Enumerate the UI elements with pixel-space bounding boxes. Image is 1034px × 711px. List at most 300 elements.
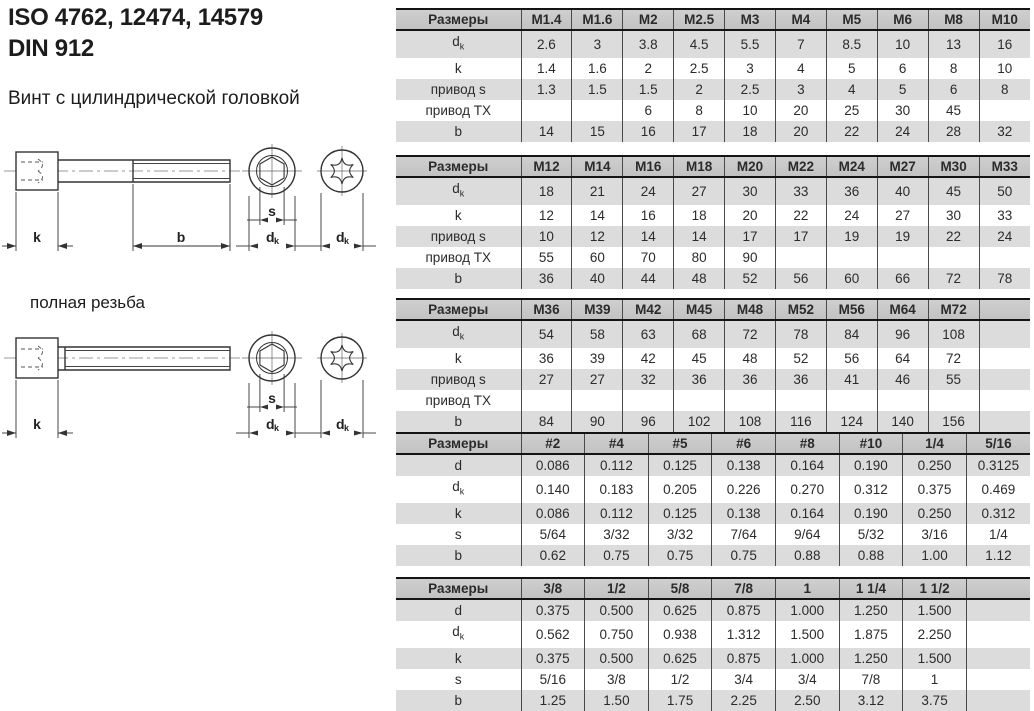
dim-label-dk-d: d xyxy=(266,229,275,245)
size-column-header: M1.6 xyxy=(572,9,623,30)
table-row xyxy=(396,30,1030,58)
hex-socket-end-view xyxy=(236,144,308,251)
value-cell: 0.190 xyxy=(839,454,903,476)
value-cell: 0.125 xyxy=(648,503,712,524)
value-cell xyxy=(928,247,979,268)
size-column-header: M2.5 xyxy=(674,9,725,30)
value-cell: 0.250 xyxy=(903,503,967,524)
value-cell: 36 xyxy=(521,348,572,369)
dim-label-dk-sub: k xyxy=(274,236,280,246)
size-column-header: M48 xyxy=(725,299,776,320)
value-cell: 33 xyxy=(979,205,1030,226)
size-column-header: M5 xyxy=(826,9,877,30)
value-cell: 2.250 xyxy=(903,621,967,648)
size-column-header: M6 xyxy=(877,9,928,30)
size-column-header: M16 xyxy=(623,156,674,177)
value-cell: 20 xyxy=(775,100,826,121)
value-cell: 27 xyxy=(572,369,623,390)
value-cell: 84 xyxy=(521,411,572,432)
value-cell: 0.62 xyxy=(521,545,585,566)
row-label: b xyxy=(454,413,462,429)
value-cell: 36 xyxy=(775,369,826,390)
value-cell: 3/32 xyxy=(648,524,712,545)
title-block xyxy=(8,2,263,64)
value-cell: 44 xyxy=(623,268,674,289)
value-cell: 0.875 xyxy=(712,648,776,669)
row-label: $d_k$ xyxy=(452,181,465,199)
value-cell: 22 xyxy=(826,121,877,142)
value-cell: 8.5 xyxy=(826,30,877,58)
value-cell xyxy=(725,390,776,411)
size-table-metric-medium xyxy=(396,155,1030,289)
value-cell: 14 xyxy=(674,226,725,247)
value-cell: 16 xyxy=(979,30,1030,58)
row-label: привод TX xyxy=(425,102,491,118)
value-cell: 48 xyxy=(674,268,725,289)
size-column-header: 1 1/2 xyxy=(903,578,967,599)
table-corner-header: Размеры xyxy=(396,578,521,599)
dimension-table xyxy=(396,298,1030,432)
size-column-header: #6 xyxy=(712,433,776,454)
value-cell: 18 xyxy=(674,205,725,226)
torx-end-view xyxy=(308,333,376,438)
table-row xyxy=(396,454,1030,476)
value-cell: 1.3 xyxy=(521,79,572,100)
row-label: привод TX xyxy=(425,249,491,265)
value-cell: 0.112 xyxy=(585,454,649,476)
value-cell xyxy=(966,599,1030,621)
value-cell: 96 xyxy=(877,320,928,348)
value-cell: 108 xyxy=(928,320,979,348)
value-cell: 60 xyxy=(826,268,877,289)
value-cell: 20 xyxy=(725,205,776,226)
value-cell: 22 xyxy=(775,205,826,226)
row-label: d xyxy=(454,458,462,473)
value-cell: 10 xyxy=(521,226,572,247)
value-cell: 124 xyxy=(826,411,877,432)
table-row xyxy=(396,599,1030,621)
value-cell: 0.226 xyxy=(712,476,776,503)
value-cell: 10 xyxy=(725,100,776,121)
table-row xyxy=(396,524,1030,545)
value-cell: 90 xyxy=(725,247,776,268)
value-cell: 5/16 xyxy=(521,669,585,690)
value-cell: 0.3125 xyxy=(966,454,1030,476)
size-column-header: M3 xyxy=(725,9,776,30)
value-cell: 80 xyxy=(674,247,725,268)
value-cell: 1.4 xyxy=(521,58,572,79)
value-cell: 27 xyxy=(521,369,572,390)
value-cell: 3 xyxy=(572,30,623,58)
table-row xyxy=(396,177,1030,205)
value-cell xyxy=(775,390,826,411)
value-cell: 2.5 xyxy=(725,79,776,100)
size-column-header: M14 xyxy=(572,156,623,177)
row-label: b xyxy=(454,123,462,139)
size-column-header: M8 xyxy=(928,9,979,30)
standards-title: ISO 4762, 12474, 14579 xyxy=(8,4,263,31)
row-label: b xyxy=(454,547,462,563)
table-row xyxy=(396,621,1030,648)
value-cell: 1.312 xyxy=(712,621,776,648)
dim-label-b: b xyxy=(176,229,186,245)
row-label: привод s xyxy=(430,371,486,387)
value-cell xyxy=(674,390,725,411)
value-cell xyxy=(826,247,877,268)
value-cell: 0.250 xyxy=(903,454,967,476)
size-column-header: M30 xyxy=(928,156,979,177)
value-cell: 1.000 xyxy=(776,599,840,621)
size-column-header: #8 xyxy=(776,433,840,454)
size-column-header: M27 xyxy=(877,156,928,177)
size-column-header: M2 xyxy=(623,9,674,30)
value-cell: 36 xyxy=(674,369,725,390)
value-cell: 1/4 xyxy=(966,524,1030,545)
value-cell: 24 xyxy=(623,177,674,205)
value-cell: 3/4 xyxy=(776,669,840,690)
size-column-header: 7/8 xyxy=(712,578,776,599)
value-cell: 27 xyxy=(674,177,725,205)
value-cell: 0.75 xyxy=(648,545,712,566)
value-cell xyxy=(979,390,1030,411)
value-cell: 36 xyxy=(521,268,572,289)
value-cell: 30 xyxy=(725,177,776,205)
table-row xyxy=(396,247,1030,268)
value-cell: 7/64 xyxy=(712,524,776,545)
screw-side-view xyxy=(2,338,240,438)
value-cell: 45 xyxy=(928,100,979,121)
value-cell: 108 xyxy=(725,411,776,432)
value-cell: 12 xyxy=(572,226,623,247)
value-cell: 14 xyxy=(572,205,623,226)
value-cell: 16 xyxy=(623,121,674,142)
value-cell: 3/8 xyxy=(585,669,649,690)
dimension-table xyxy=(396,8,1030,142)
value-cell xyxy=(979,348,1030,369)
value-cell xyxy=(979,100,1030,121)
value-cell: 1.50 xyxy=(585,690,649,711)
table-row xyxy=(396,669,1030,690)
value-cell: 0.750 xyxy=(585,621,649,648)
value-cell: 0.88 xyxy=(776,545,840,566)
size-column-header: 5/8 xyxy=(648,578,712,599)
size-column-header: M12 xyxy=(521,156,572,177)
size-column-header: #10 xyxy=(839,433,903,454)
value-cell: 20 xyxy=(775,121,826,142)
value-cell: 2.25 xyxy=(712,690,776,711)
value-cell: 28 xyxy=(928,121,979,142)
dimension-table xyxy=(396,155,1030,289)
row-label: $d_k$ xyxy=(452,479,465,497)
value-cell: 72 xyxy=(725,320,776,348)
value-cell: 5/64 xyxy=(521,524,585,545)
value-cell: 156 xyxy=(928,411,979,432)
table-row xyxy=(396,226,1030,247)
value-cell: 96 xyxy=(623,411,674,432)
value-cell: 22 xyxy=(928,226,979,247)
value-cell xyxy=(572,100,623,121)
value-cell: 15 xyxy=(572,121,623,142)
value-cell: 10 xyxy=(877,30,928,58)
row-label: b xyxy=(454,692,462,708)
value-cell: 17 xyxy=(725,226,776,247)
value-cell xyxy=(521,390,572,411)
value-cell: 58 xyxy=(572,320,623,348)
value-cell: 140 xyxy=(877,411,928,432)
size-column-header: M72 xyxy=(928,299,979,320)
row-label: s xyxy=(454,671,462,687)
row-label: k xyxy=(454,350,462,366)
row-label: $d_k$ xyxy=(452,624,465,642)
size-column-header: M24 xyxy=(826,156,877,177)
table-row xyxy=(396,205,1030,226)
value-cell: 0.086 xyxy=(521,503,585,524)
value-cell: 7 xyxy=(775,30,826,58)
value-cell: 0.112 xyxy=(585,503,649,524)
value-cell: 3 xyxy=(775,79,826,100)
row-label: привод s xyxy=(430,228,486,244)
size-column-header: M4 xyxy=(775,9,826,30)
table-row xyxy=(396,100,1030,121)
value-cell: 0.75 xyxy=(712,545,776,566)
value-cell: 90 xyxy=(572,411,623,432)
table-row xyxy=(396,320,1030,348)
dim-label-dk-d: d xyxy=(336,229,345,245)
value-cell: 1.875 xyxy=(839,621,903,648)
dim-label-dk-sub: k xyxy=(344,423,350,433)
dim-label-dk-sub: k xyxy=(274,423,280,433)
value-cell: 25 xyxy=(826,100,877,121)
value-cell: 55 xyxy=(928,369,979,390)
value-cell: 1.500 xyxy=(903,648,967,669)
value-cell: 18 xyxy=(725,121,776,142)
screw-side-view xyxy=(2,152,240,251)
value-cell: 0.562 xyxy=(521,621,585,648)
table-row xyxy=(396,369,1030,390)
value-cell: 1/2 xyxy=(648,669,712,690)
value-cell: 60 xyxy=(572,247,623,268)
value-cell: 5/32 xyxy=(839,524,903,545)
value-cell: 45 xyxy=(928,177,979,205)
value-cell: 30 xyxy=(877,100,928,121)
value-cell: 30 xyxy=(928,205,979,226)
value-cell: 2 xyxy=(623,58,674,79)
table-corner-header: Размеры xyxy=(396,156,521,177)
dim-label-dk-sub: k xyxy=(344,236,350,246)
value-cell: 0.140 xyxy=(521,476,585,503)
value-cell: 0.125 xyxy=(648,454,712,476)
value-cell: 0.375 xyxy=(903,476,967,503)
value-cell: 56 xyxy=(826,348,877,369)
value-cell: 45 xyxy=(674,348,725,369)
value-cell: 1.250 xyxy=(839,648,903,669)
value-cell: 4.5 xyxy=(674,30,725,58)
size-column-header: 1 xyxy=(776,578,840,599)
size-column-header: M45 xyxy=(674,299,725,320)
value-cell: 0.138 xyxy=(712,503,776,524)
row-label: k xyxy=(454,207,462,223)
size-column-header: M56 xyxy=(826,299,877,320)
value-cell: 19 xyxy=(826,226,877,247)
table-row xyxy=(396,503,1030,524)
value-cell: 0.164 xyxy=(776,454,840,476)
row-label: b xyxy=(454,270,462,286)
value-cell: 54 xyxy=(521,320,572,348)
value-cell: 48 xyxy=(725,348,776,369)
dim-label-dk-d: d xyxy=(336,416,345,432)
size-column-header: M22 xyxy=(775,156,826,177)
value-cell: 24 xyxy=(979,226,1030,247)
table-row xyxy=(396,348,1030,369)
size-table-metric-small xyxy=(396,8,1030,142)
size-column-header: #2 xyxy=(521,433,585,454)
value-cell: 24 xyxy=(826,205,877,226)
value-cell: 70 xyxy=(623,247,674,268)
value-cell: 0.375 xyxy=(521,599,585,621)
value-cell: 1.12 xyxy=(966,545,1030,566)
value-cell: 0.375 xyxy=(521,648,585,669)
value-cell: 3/32 xyxy=(585,524,649,545)
value-cell: 52 xyxy=(775,348,826,369)
value-cell xyxy=(572,390,623,411)
dim-label-s: s xyxy=(268,203,276,219)
value-cell: 3 xyxy=(725,58,776,79)
torx-end-view xyxy=(308,146,376,251)
value-cell: 46 xyxy=(877,369,928,390)
value-cell: 6 xyxy=(877,58,928,79)
value-cell: 72 xyxy=(928,348,979,369)
value-cell: 1.6 xyxy=(572,58,623,79)
value-cell: 0.500 xyxy=(585,648,649,669)
value-cell: 0.75 xyxy=(585,545,649,566)
value-cell: 0.183 xyxy=(585,476,649,503)
size-column-header: M39 xyxy=(572,299,623,320)
product-name: Винт с цилиндрической головкой xyxy=(8,88,300,109)
value-cell: 55 xyxy=(521,247,572,268)
value-cell: 0.88 xyxy=(839,545,903,566)
value-cell: 68 xyxy=(674,320,725,348)
value-cell: 4 xyxy=(775,58,826,79)
table-row xyxy=(396,411,1030,432)
value-cell xyxy=(966,669,1030,690)
size-column-header: 1/2 xyxy=(585,578,649,599)
row-label: s xyxy=(454,526,462,542)
value-cell: 2.6 xyxy=(521,30,572,58)
value-cell: 21 xyxy=(572,177,623,205)
value-cell: 18 xyxy=(521,177,572,205)
table-corner-header: Размеры xyxy=(396,299,521,320)
hex-socket-end-view xyxy=(236,331,308,438)
value-cell: 116 xyxy=(775,411,826,432)
value-cell: 2.50 xyxy=(776,690,840,711)
full-thread-note: полная резьба xyxy=(30,293,145,312)
size-column-header: #4 xyxy=(585,433,649,454)
row-label: k xyxy=(454,650,462,666)
value-cell: 27 xyxy=(877,205,928,226)
value-cell: 0.469 xyxy=(966,476,1030,503)
value-cell: 13 xyxy=(928,30,979,58)
size-column-header: M20 xyxy=(725,156,776,177)
row-label: $d_k$ xyxy=(452,34,465,52)
table-row xyxy=(396,476,1030,503)
value-cell: 10 xyxy=(979,58,1030,79)
value-cell: 17 xyxy=(674,121,725,142)
table-row xyxy=(396,58,1030,79)
size-column-header: #5 xyxy=(648,433,712,454)
value-cell: 3.75 xyxy=(903,690,967,711)
table-row xyxy=(396,390,1030,411)
size-column-header: M42 xyxy=(623,299,674,320)
value-cell: 66 xyxy=(877,268,928,289)
size-column-header: M52 xyxy=(775,299,826,320)
table-row xyxy=(396,545,1030,566)
value-cell: 41 xyxy=(826,369,877,390)
size-column-header: 3/8 xyxy=(521,578,585,599)
value-cell: 0.875 xyxy=(712,599,776,621)
value-cell: 0.625 xyxy=(648,648,712,669)
row-label: k xyxy=(454,60,462,76)
size-column-header xyxy=(966,578,1030,599)
dim-label-k: k xyxy=(33,416,41,432)
value-cell: 63 xyxy=(623,320,674,348)
value-cell xyxy=(979,369,1030,390)
size-column-header: M18 xyxy=(674,156,725,177)
size-column-header: 1 1/4 xyxy=(839,578,903,599)
dim-label-k: k xyxy=(33,229,41,245)
drawing-full-thread-screw xyxy=(0,323,394,448)
value-cell: 33 xyxy=(775,177,826,205)
value-cell: 0.164 xyxy=(776,503,840,524)
row-label: $d_k$ xyxy=(452,324,465,342)
value-cell: 8 xyxy=(979,79,1030,100)
value-cell: 56 xyxy=(775,268,826,289)
value-cell: 4 xyxy=(826,79,877,100)
value-cell: 0.190 xyxy=(839,503,903,524)
value-cell: 102 xyxy=(674,411,725,432)
size-column-header: M10 xyxy=(979,9,1030,30)
value-cell xyxy=(979,411,1030,432)
value-cell: 1.500 xyxy=(776,621,840,648)
value-cell: 2 xyxy=(674,79,725,100)
dimension-table xyxy=(396,432,1030,566)
value-cell: 5 xyxy=(826,58,877,79)
table-row xyxy=(396,690,1030,711)
value-cell: 1.25 xyxy=(521,690,585,711)
row-label: d xyxy=(454,603,462,618)
dim-label-s: s xyxy=(268,390,276,406)
value-cell: 36 xyxy=(725,369,776,390)
value-cell xyxy=(979,247,1030,268)
value-cell: 1.000 xyxy=(776,648,840,669)
value-cell: 3/4 xyxy=(712,669,776,690)
value-cell xyxy=(966,621,1030,648)
size-column-header xyxy=(979,299,1030,320)
din-title: DIN 912 xyxy=(8,35,94,62)
value-cell xyxy=(623,390,674,411)
dim-label-dk-d: d xyxy=(266,416,275,432)
size-table-inch-large xyxy=(396,577,1030,711)
value-cell: 78 xyxy=(775,320,826,348)
value-cell xyxy=(877,390,928,411)
row-label: k xyxy=(454,505,462,521)
value-cell: 19 xyxy=(877,226,928,247)
value-cell xyxy=(966,648,1030,669)
value-cell xyxy=(826,390,877,411)
row-label: привод TX xyxy=(425,392,491,408)
value-cell: 7/8 xyxy=(839,669,903,690)
value-cell: 12 xyxy=(521,205,572,226)
value-cell: 78 xyxy=(979,268,1030,289)
